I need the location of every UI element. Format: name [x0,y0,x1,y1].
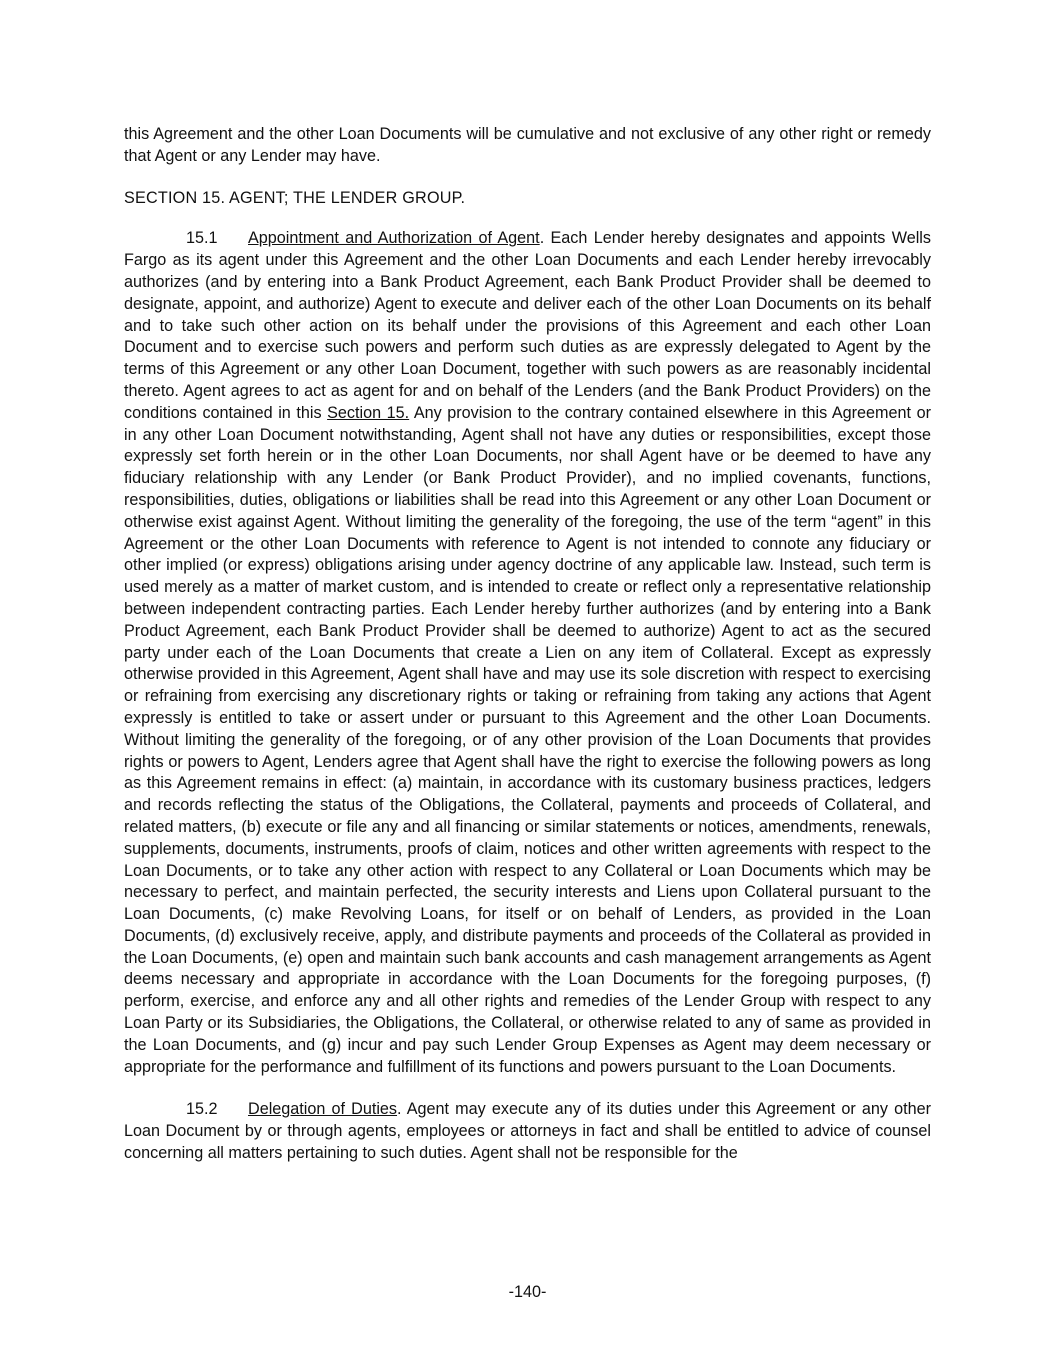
section-heading: SECTION 15. AGENT; THE LENDER GROUP. [124,188,466,207]
subsection-number: 15.2 [186,1100,218,1119]
subsection-number: 15.1 [186,229,218,248]
continued-paragraph: this Agreement and the other Loan Documents will be cumulative and not exclusive of any other right or remedy that Agent or any Lender may have. [124,125,931,165]
page-number: -140- [508,1283,547,1301]
document-page [124,124,931,1186]
subsection-title: Delegation of Duties [248,1100,398,1119]
subsection-15-1 [124,228,931,1078]
section-reference: Section 15. [327,403,410,422]
subsection-body-continued: Any provision to the contrary contained elsewhere in this Agreement or in any other Loan Document notwithstanding, Agent shall not have any duties or responsibilities, except those expressly set forth herein or in the other Loan Documents, nor shall Agent have or be deemed to have any fiduciary relationship with any Lender (or Bank Product Provider), and no implied covenants, functions, responsibilities, duties, obligations or liabilities shall be read into this Agreement or any other Loan Document or otherwise exist against Agent. Without limiting the generality of the foregoing, the use of the term “agent” in this Agreement or the other Loan Documents with reference to Agent is not intended to connote any fiduciary or other implied (or express) obligations arising under agency doctrine of any applicable law. Instead, such term is used merely as a matter of market custom, and is intended to create or reflect only a representative relationship between independent contracting parties. Each Lender hereby further authorizes (and by entering into a Bank Product Agreement, each Bank Product Provider shall be deemed to authorize) Agent to act as the secured party under each of the Loan Documents that create a Lien on any item of Collateral. Except as expressly otherwise provided in this Agreement, Agent shall have and may use its sole discretion with respect to exercising or refraining from exercising any discretionary rights or taking or refraining from taking any actions that Agent expressly is entitled to take or assert under or pursuant to this Agreement and the other Loan Documents. Without limiting the generality of the foregoing, or of any other provision of the Loan Documents that provides rights or powers to Agent, Lenders agree that Agent shall have the right to exercise the following powers as long as this Agreement remains in effect: (a) maintain, in accordance with its customary business practices, ledgers and records reflecting the status of the Obligations, the Collateral, payments and proceeds of Collateral, and related matters, (b) execute or file any and all financing or similar statements or notices, amendments, renewals, supplements, documents, instruments, proofs of claim, notices and other written agreements with respect to the Loan Documents, or to take any other action with respect to any Collateral or Loan Documents which may be necessary to perfect, and maintain perfected, the security interests and Liens upon Collateral pursuant to the Loan Documents, (c) make Revolving Loans, for itself or on behalf of Lenders, as provided in the Loan Documents, (d) exclusively receive, apply, and distribute payments and proceeds of the Collateral as provided in the Loan Documents, (e) open and maintain such bank accounts and cash management arrangements as Agent deems necessary and appropriate in accordance with the Loan Documents for the foregoing purposes, (f) perform, exercise, and enforce any and all other rights and remedies of the Lender Group with respect to any Loan Party or its Subsidiaries, the Obligations, the Collateral, or otherwise related to any of same as provided in the Loan Documents, and (g) incur and pay such Lender Group Expenses as Agent may deem necessary or appropriate for the performance and fulfillment of its functions and powers pursuant to the Loan Documents. [124,403,931,1076]
subsection-15-2 [124,1099,931,1164]
subsection-body: . Each Lender hereby designates and appoints Wells Fargo as its agent under this Agreement and the other Loan Documents and each Lender hereby irrevocably authorizes (and by entering into a Bank Product Agreement, each Bank Product Provider shall be deemed to designate, appoint, and authorize) Agent to execute and deliver each of the other Loan Documents on its behalf and to take such other action on its behalf under the provisions of this Agreement and each other Loan Document and to exercise such powers and perform such duties as are expressly delegated to Agent by the terms of this Agreement or any other Loan Document, together with such powers as are reasonably incidental thereto. Agent agrees to act as agent for and on behalf of the Lenders (and the Bank Product Providers) on the conditions contained in this [124,229,932,422]
subsection-title: Appointment and Authorization of Agent [248,229,540,248]
subsection-body: . Agent may execute any of its duties under this Agreement or any other Loan Document by or through agents, employees or attorneys in fact and shall be entitled to advice of counsel concerning all matters pertaining to such duties. Agent shall not be responsible for the [124,1100,932,1163]
